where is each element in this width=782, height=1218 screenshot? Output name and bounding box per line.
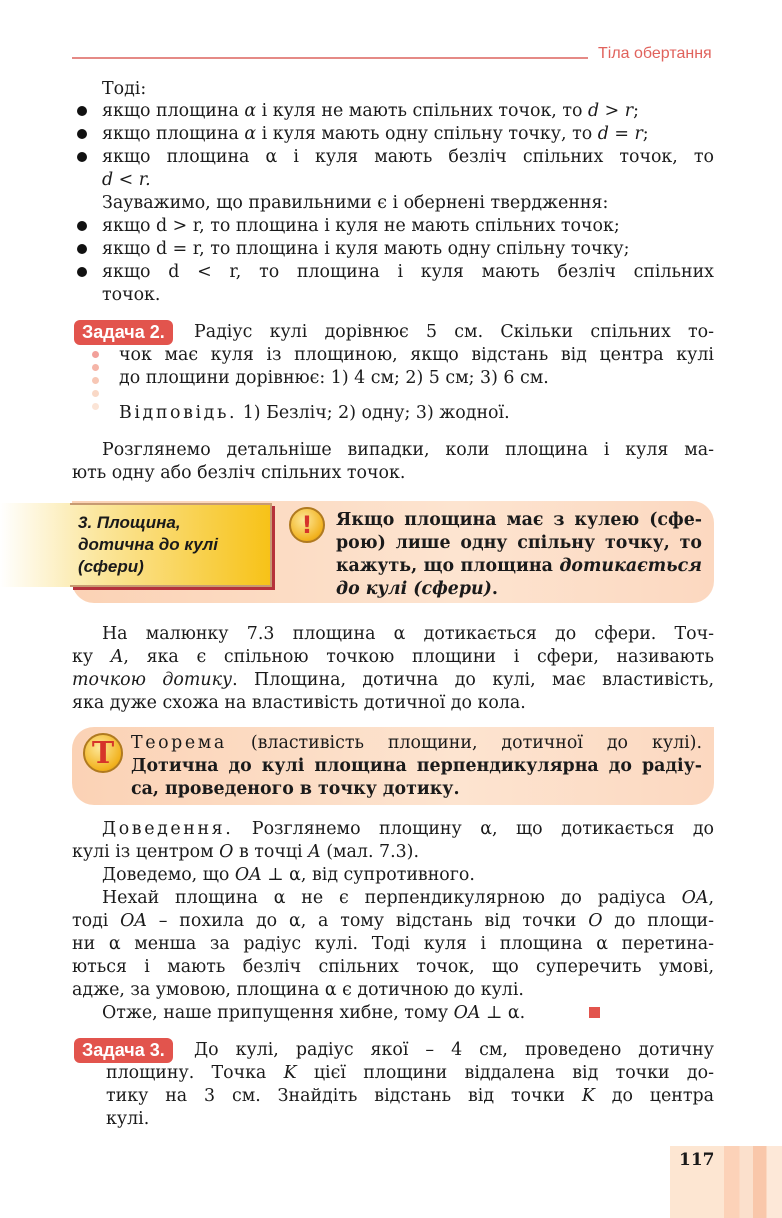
task3-line: кулі. — [106, 1109, 150, 1129]
proof-line: ни α менша за радіус кулі. Тоді куля і площина α перетина- — [72, 934, 714, 954]
paragraph-line: Розглянемо детальніше випадки, коли площина і куля ма- — [102, 440, 714, 460]
intro-note: Зауважимо, що правильними є і обернені твердження: — [102, 193, 609, 213]
header-title: Тіла обертання — [598, 45, 712, 62]
task2-answer: Відповідь. 1) Безліч; 2) одну; 3) жодної. — [119, 403, 510, 423]
proof-line: адже, за умовою, площина α є дотичною до кулі. — [72, 980, 524, 1000]
definition-line: кажуть, що площина дотикається — [336, 556, 702, 576]
dotted-marker-icon — [92, 390, 99, 397]
task2-line: чок має куля із площиною, якщо відстань від центра кулі — [119, 345, 714, 365]
section-title: 3. Площина, дотична до кулі (сфери) — [78, 513, 218, 576]
dotted-marker-icon — [92, 377, 99, 384]
bullet-icon — [77, 152, 87, 162]
proof-line: кулі із центром O в точці A (мал. 7.3). — [72, 842, 419, 862]
bullet-icon — [77, 106, 87, 116]
proof-line: Доведення. Розглянемо площину α, що дотикається до — [102, 819, 714, 839]
task2-badge: Задача 2. — [74, 320, 173, 345]
theorem-title: Теорема (властивість площини, дотичної до кулі). — [131, 733, 702, 753]
task2-line: до площини дорівнює: 1) 4 см; 2) 5 см; 3) 6 см. — [119, 368, 549, 388]
task3-line: площину. Точка K цієї площини віддалена від точки до- — [106, 1063, 714, 1083]
theorem-icon: T — [83, 733, 123, 773]
bullet-item: якщо площина α і куля мають одну спільну точку, то d = r; — [102, 124, 649, 144]
bullet-item: якщо d = r, то площина і куля мають одну спільну точку; — [102, 239, 630, 259]
bullet-icon — [77, 221, 87, 231]
bullet-item-cont: точок. — [102, 285, 161, 305]
exclamation-icon: ! — [289, 507, 325, 543]
task3-line: тику на 3 см. Знайдіть відстань від точки K до центра — [106, 1086, 714, 1106]
header-rule — [72, 57, 588, 59]
proof-line: ються і мають безліч спільних точок, що суперечить умові, — [72, 957, 714, 977]
proof-line: Доведемо, що OA ⊥ α, від супротивного. — [102, 865, 475, 885]
dotted-marker-icon — [92, 364, 99, 371]
bullet-icon — [77, 129, 87, 139]
bullet-item-cont: d < r. — [102, 170, 151, 190]
paragraph-line: точкою дотику. Площина, дотична до кулі, має властивість, — [72, 670, 714, 690]
task2-line: Радіус кулі дорівнює 5 см. Скільки спільних то- — [194, 322, 714, 342]
intro-lead: Тоді: — [102, 79, 147, 99]
dotted-marker-icon — [92, 351, 99, 358]
task3-badge: Задача 3. — [74, 1038, 173, 1063]
theorem-line: са, проведеного в точку дотику. — [131, 779, 460, 799]
bullet-item: якщо d < r, то площина і куля мають безліч спільних — [102, 262, 714, 282]
end-of-proof-icon — [589, 1007, 600, 1018]
paragraph-line: ють одну або безліч спільних точок. — [72, 463, 406, 483]
paragraph-line: На малюнку 7.3 площина α дотикається до сфери. Точ- — [102, 624, 714, 644]
bullet-icon — [77, 244, 87, 254]
dotted-marker-icon — [92, 403, 99, 410]
paragraph-line: яка дуже схожа на властивість дотичної до кола. — [72, 693, 526, 713]
proof-line: тоді OA – похила до α, а тому відстань від точки O до площи- — [72, 911, 715, 931]
definition-line: до кулі (сфери). — [336, 579, 498, 599]
paragraph-line: ку A, яка є спільною точкою площини і сфери, називають — [72, 647, 714, 667]
bullet-item: якщо площина α і куля мають безліч спільних точок, то — [102, 147, 714, 167]
definition-line: Якщо площина має з кулею (сфе- — [336, 510, 702, 530]
proof-line: Нехай площина α не є перпендикулярною до радіуса OA, — [102, 888, 714, 908]
theorem-line: Дотична до кулі площина перпендикулярна до радіу- — [131, 756, 702, 776]
definition-line: рою) лише одну спільну точку, то — [336, 533, 702, 553]
bullet-item: якщо площина α і куля не мають спільних точок, то d > r; — [102, 101, 639, 121]
page-number: 117 — [679, 1150, 715, 1170]
bullet-item: якщо d > r, то площина і куля не мають спільних точок; — [102, 216, 620, 236]
proof-line: Отже, наше припущення хибне, тому OA ⊥ α. — [102, 1003, 526, 1023]
task3-line: До кулі, радіус якої – 4 см, проведено дотичну — [194, 1040, 714, 1060]
bullet-icon — [77, 267, 87, 277]
